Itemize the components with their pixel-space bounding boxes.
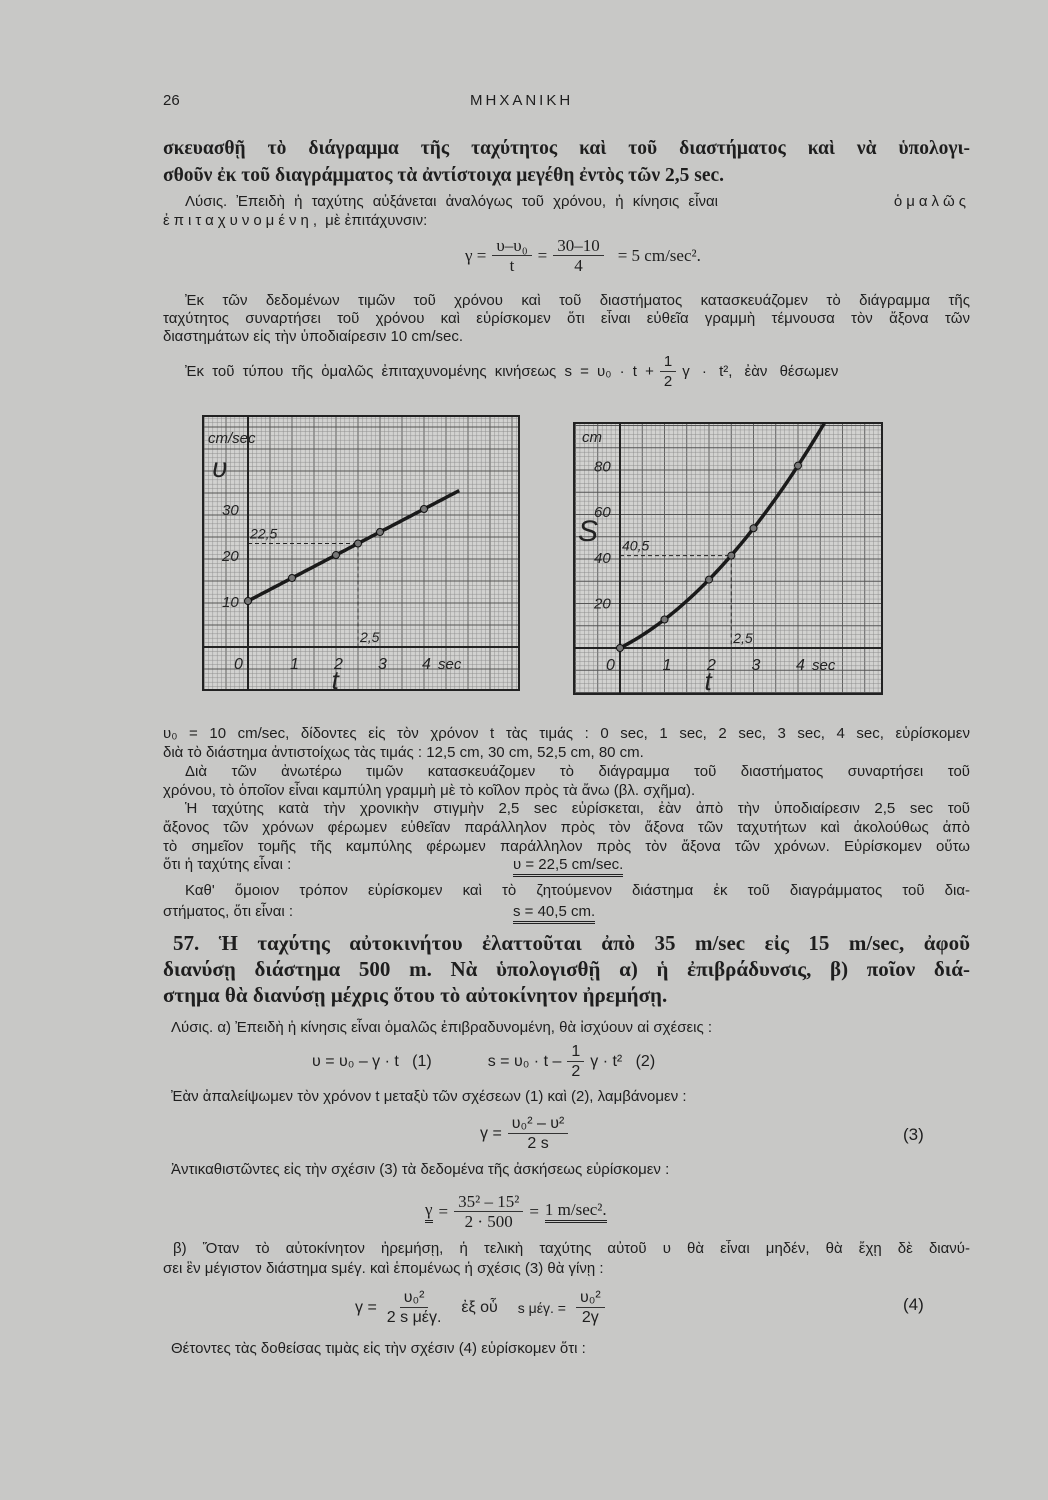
annotation-point <box>355 540 362 547</box>
paragraph-line: Ἐὰν ἀπαλείψωμεν τὸν χρόνον t μεταξὺ τῶν σχέσεων (1) καὶ (2), λαμβάνομεν : <box>171 1088 687 1105</box>
paragraph-line: σει ἓν μέγιστον διάστημα sμέγ. καὶ ἑπομένως ἡ σχέσις (3) θὰ γίνῃ : <box>163 1260 604 1277</box>
acceleration-equation <box>465 236 701 275</box>
paragraph-line: διαστημάτων εἰς τὴν ὑποδιαίρεσιν 10 cm/sec. <box>163 328 464 345</box>
x-tick-label: 1 <box>662 657 672 674</box>
problem-57-line: στημα θὰ διανύσῃ μέχρις ὅτου τὸ αὐτοκίνητον ἠρεμήσῃ. <box>163 983 668 1007</box>
annotation-x-label: 2,5 <box>360 629 380 645</box>
paragraph-line: Ἀντικαθιστῶντες εἰς τὴν σχέσιν (3) τὰ δεδομένα τῆς ἀσκήσεως εὑρίσκομεν : <box>171 1161 670 1178</box>
x-unit-label: sec <box>438 656 462 673</box>
running-head: ΜΗΧΑΝΙΚΗ <box>470 92 574 109</box>
numerator: υ₀² <box>400 1288 429 1308</box>
fraction <box>508 1114 569 1153</box>
paragraph-line: Θέτοντες τὰς δοθείσας τιμὰς εἰς τὴν σχέσιν (4) εὑρίσκομεν ὅτι : <box>171 1340 586 1357</box>
x-tick-label: 1 <box>290 656 299 673</box>
x-tick-label: 4 <box>796 657 805 674</box>
denominator: 2 s <box>527 1135 549 1152</box>
solution-line <box>163 212 970 230</box>
y-tick-label: 80 <box>594 458 611 476</box>
data-point <box>245 598 252 605</box>
problem-57-line: 57. Ἡ ταχύτης αὐτοκινήτου ἐλαττοῦται ἀπὸ 35 m/sec εἰς 15 m/sec, ἀφοῦ <box>173 931 970 955</box>
fraction <box>492 236 531 275</box>
fraction <box>454 1192 523 1231</box>
paragraph-line: διὰ τὸ διάστημα ἀντιστοίχως τὰς τιμάς : 12,5 cm, 30 cm, 52,5 cm, 80 cm. <box>163 744 644 761</box>
y-axis-label: υ <box>212 451 228 483</box>
y-axis-label: S <box>578 514 599 548</box>
equation-tag: (4) <box>903 1295 924 1314</box>
x-axis-label: t <box>704 666 712 695</box>
numerator: υ₀² <box>576 1288 605 1308</box>
distance-result: s = 40,5 cm. <box>513 903 595 924</box>
numerator: 30–10 <box>553 236 604 256</box>
data-point <box>333 552 340 559</box>
equation-2-part: γ · t² (2) <box>590 1052 656 1070</box>
fraction <box>660 352 676 391</box>
velocity-time-chart <box>202 415 520 691</box>
text: ἐξ οὗ <box>461 1298 498 1316</box>
text: μὲ ἐπιτάχυνσιν: <box>321 212 428 229</box>
equation-4 <box>355 1288 605 1327</box>
annotation-x-label: 2,5 <box>733 630 753 646</box>
y-tick-label: 30 <box>222 502 239 519</box>
data-point <box>661 616 668 623</box>
x-tick-label: 3 <box>378 656 387 673</box>
fraction <box>576 1288 605 1327</box>
formula-line <box>163 352 970 391</box>
denominator: 2 <box>571 1063 581 1080</box>
eq-lhs: γ = <box>480 1124 502 1142</box>
text: Λύσις. Ἐπειδὴ ἡ ταχύτης αὐξάνεται ἀναλόγως τοῦ χρόνου, ἡ κίνησις εἶναι <box>185 193 718 210</box>
paragraph-line: β) Ὅταν τὸ αὐτοκίνητον ἠρεμήσῃ, ἡ τελικὴ ταχύτης αὐτοῦ υ θὰ εἶναι μηδέν, θὰ ἔχῃ δὲ διανύ- <box>173 1240 970 1257</box>
text: ἐπιταχυνομένη, <box>163 212 322 229</box>
deceleration-result: 1 m/sec². <box>545 1200 607 1223</box>
y-tick-label: 20 <box>594 595 611 613</box>
fraction <box>567 1042 584 1081</box>
data-point <box>617 645 624 652</box>
text: s μέγ. = <box>517 1299 566 1316</box>
equals: = <box>529 1201 539 1221</box>
paragraph-line: Ἡ ταχύτης κατὰ τὴν χρονικὴν στιγμὴν 2,5 sec εὑρίσκεται, ἐὰν ἀπὸ τὴν ὑποδιαίρεσιν 2,5 sec τοῦ <box>185 800 970 817</box>
equation-deceleration <box>425 1192 607 1231</box>
x-tick-label: 2 <box>707 657 716 674</box>
paragraph-line: τὸ σημεῖον τομῆς τῆς καμπύλης φέρωμεν παράλληλον πρὸς τὸν ἄξονα τῶν χρόνων. Εὑρίσκομεν οὕτω <box>163 838 970 855</box>
eq-lhs: γ <box>425 1200 433 1223</box>
paragraph-line: Ἐκ τῶν δεδομένων τιμῶν τοῦ χρόνου καὶ τοῦ διαστήματος κατασκευάζομεν τὸ διάγραμμα τῆς <box>185 292 970 309</box>
paragraph-line: Διὰ τῶν ἀνωτέρω τιμῶν κατασκευάζομεν τὸ διάγραμμα τοῦ διαστήματος συναρτήσει τοῦ <box>185 763 970 780</box>
text: Ἐκ τοῦ τύπου τῆς ὁμαλῶς ἐπιταχυνομένης κινήσεως s = υ₀ · t + <box>185 362 654 380</box>
fraction <box>387 1288 442 1327</box>
x-tick-label: 2 <box>334 656 343 673</box>
solution-line <box>163 193 970 211</box>
denominator: 2 <box>663 373 673 390</box>
x-tick-label: 4 <box>422 656 431 673</box>
numerator: 35² – 15² <box>454 1192 523 1212</box>
data-point <box>706 576 713 583</box>
paragraph-line: Λύσις. α) Ἐπειδὴ ἡ κίνησις εἶναι ὁμαλῶς ἐπιβραδυνομένη, θὰ ἰσχύουν αἱ σχέσεις : <box>171 1019 713 1036</box>
x-tick-label: 3 <box>751 657 761 674</box>
numerator: υ₀² – υ² <box>508 1114 569 1134</box>
y-tick-label: 20 <box>222 548 239 565</box>
data-point <box>750 525 757 532</box>
x-unit-label: sec <box>812 657 836 674</box>
x-tick-label: 0 <box>606 657 615 674</box>
paragraph-line: ταχύτητος συναρτήσει τοῦ χρόνου καὶ εὑρίσκομεν ὅτι εἶναι εὐθεῖα γραμμὴ τέμνουσα τὸν ἄξονα τῶν <box>163 310 970 327</box>
paragraph-line: ὅτι ἡ ταχύτης εἶναι : <box>163 856 292 873</box>
numerator: 1 <box>567 1042 584 1062</box>
y-tick-label: 40 <box>594 549 611 567</box>
equation-1: υ = υ₀ – γ · t (1) <box>312 1052 432 1070</box>
text: ὁμαλῶς <box>893 193 970 210</box>
equals: = <box>537 245 548 265</box>
paragraph-line: Καθ' ὅμοιον τρόπον εὑρίσκομεν καὶ τὸ ζητούμενον διάστημα ἐκ τοῦ διαγράμματος τοῦ δια- <box>185 882 970 899</box>
equation-tag: (3) <box>903 1125 924 1144</box>
denominator: 2 · 500 <box>464 1212 513 1231</box>
problem-57-line: διανύσῃ διάστημα 500 m. Νὰ ὑπολογισθῇ α) ἡ ἐπιβράδυνσις, β) ποῖον διά- <box>163 957 970 981</box>
denominator: 2 s μέγ. <box>386 1309 442 1326</box>
denominator: 2γ <box>581 1309 599 1326</box>
velocity-result: υ = 22,5 cm/sec. <box>513 856 623 877</box>
y-tick-label: 10 <box>222 594 239 611</box>
data-point <box>421 506 428 513</box>
distance-time-chart <box>573 422 883 695</box>
annotation-y-label: 22,5 <box>250 525 278 542</box>
paragraph-line: χρόνου, τὸ ὁποῖον εἶναι καμπύλη γραμμὴ μὲ τὸ κοῖλον πρὸς τὰ ἄνω (βλ. σχῆμα). <box>163 782 696 799</box>
paragraph-line: ἄξονος τῶν χρόνων φέρωμεν εὐθεῖαν παράλληλον πρὸς τὸν ἄξονα τῶν ταχυτήτων καὶ ἀκολούθως ἀπὸ <box>163 819 970 836</box>
problem-text-line: σκευασθῇ τὸ διάγραμμα τῆς ταχύτητος καὶ τοῦ διαστήματος καὶ νὰ ὑπολογι- <box>163 138 970 159</box>
equation-3 <box>480 1114 568 1153</box>
annotation-point <box>728 552 735 559</box>
page-number: 26 <box>163 92 180 109</box>
equation-2-part: s = υ₀ · t – <box>487 1052 562 1070</box>
data-point <box>377 529 384 536</box>
eq-rhs: = 5 cm/sec². <box>617 245 701 265</box>
data-point <box>289 575 296 582</box>
fraction <box>553 236 604 275</box>
annotation-y-label: 40,5 <box>622 537 650 554</box>
eq-lhs: γ = <box>355 1298 377 1316</box>
denominator: t <box>509 256 515 275</box>
denominator: 4 <box>574 256 583 275</box>
x-axis-label: t <box>331 665 339 691</box>
y-tick-label: 60 <box>594 504 611 522</box>
paragraph-line: υ₀ = 10 cm/sec, δίδοντες εἰς τὸν χρόνον t τὰς τιμάς : 0 sec, 1 sec, 2 sec, 3 sec, 4 sec, εὑρίσκομεν <box>163 725 970 742</box>
equals: = <box>438 1201 449 1221</box>
data-point <box>795 462 802 469</box>
equations-1-2 <box>312 1042 655 1081</box>
text: γ · t², ἐὰν θέσωμεν <box>682 362 839 380</box>
problem-text-line: σθοῦν ἐκ τοῦ διαγράμματος τὰ ἀντίστοιχα μεγέθη ἐντὸς τῶν 2,5 sec. <box>163 165 725 186</box>
eq-lhs: γ = <box>465 245 487 265</box>
numerator: 1 <box>660 352 676 372</box>
paragraph-line: στήματος, ὅτι εἶναι : <box>163 903 294 920</box>
y-unit-label: cm/sec <box>208 430 256 447</box>
numerator: υ–υ₀ <box>492 236 531 256</box>
x-tick-label: 0 <box>234 656 243 673</box>
y-unit-label: cm <box>582 429 602 446</box>
